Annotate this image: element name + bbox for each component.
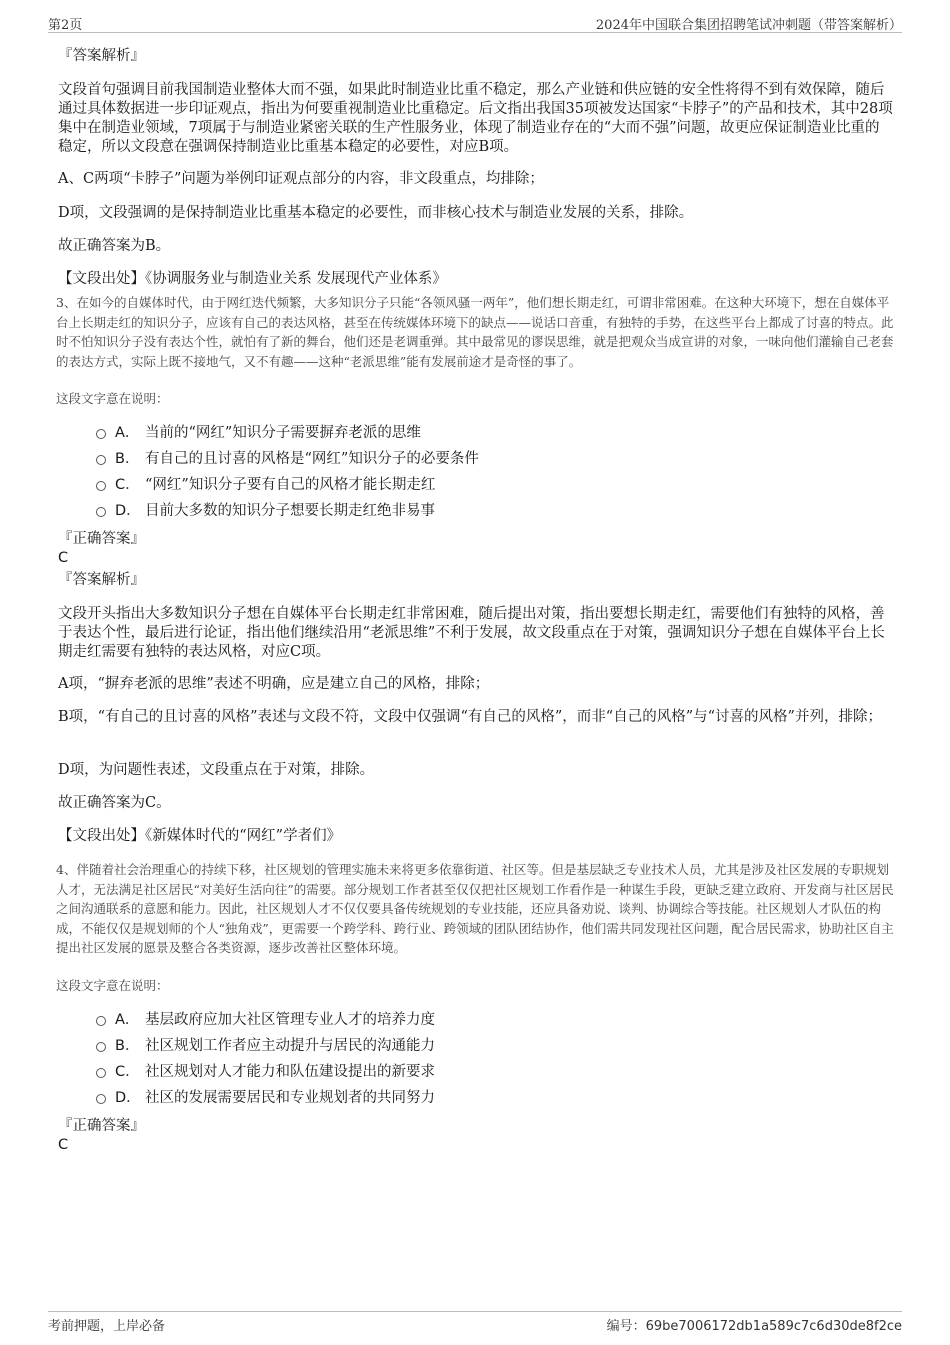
q3-option-c[interactable] <box>96 476 435 495</box>
option-letter: A． <box>115 1012 140 1028</box>
q2-elimination-d: D项，文段强调的是保持制造业比重基本稳定的必要性，而非核心技术与制造业发展的关系，排除。 <box>58 205 694 221</box>
option-text: “网红”知识分子要有自己的风格才能长期走红 <box>145 477 436 493</box>
q2-elimination-ac: A、C两项“卡脖子”问题为举例印证观点部分的内容，非文段重点，均排除； <box>58 171 544 187</box>
radio-icon[interactable] <box>96 1068 106 1078</box>
page-footer <box>48 1311 902 1334</box>
document-id: 编号：69be7006172db1a589c7c6d30de8f2ce <box>606 1319 902 1334</box>
q2-conclusion: 故正确答案为B。 <box>58 238 171 254</box>
footer-slogan: 考前押题，上岸必备 <box>48 1319 166 1334</box>
page-header <box>48 14 902 33</box>
q4-option-a[interactable] <box>96 1011 435 1030</box>
page-number: 第2页 <box>48 18 83 33</box>
q4-option-c[interactable] <box>96 1063 435 1082</box>
q3-conclusion: 故正确答案为C。 <box>58 795 171 811</box>
q3-prompt: 这段文字意在说明： <box>56 391 169 406</box>
option-text: 社区规划工作者应主动提升与居民的沟通能力 <box>145 1038 435 1054</box>
q3-answer-label: 『正确答案』 <box>58 531 145 547</box>
radio-icon[interactable] <box>96 507 106 517</box>
q3-analysis: 文段开头指出大多数知识分子想在自媒体平台长期走红非常困难，随后提出对策，指出要想长期走红，需要他们有独特的风格，善于表达个性，最后进行论证，指出他们继续沿用“老派思维”不利于发展，故文段重点在于对策，强调知识分子想在自媒体平台上长期走红需要有独特的表达风格，对应C项。 <box>58 606 885 660</box>
q2-source: 【文段出处】《协调服务业与制造业关系 发展现代产业体系》 <box>58 271 447 287</box>
radio-icon[interactable] <box>96 455 106 465</box>
radio-icon[interactable] <box>96 1016 106 1026</box>
radio-icon[interactable] <box>96 1042 106 1052</box>
q3-option-d[interactable] <box>96 502 435 521</box>
q3-option-a[interactable] <box>96 424 421 443</box>
radio-icon[interactable] <box>96 481 106 491</box>
radio-icon[interactable] <box>96 429 106 439</box>
option-letter: C． <box>115 1064 140 1080</box>
q3-source: 【文段出处】《新媒体时代的“网红”学者们》 <box>58 828 342 844</box>
option-text: 社区的发展需要居民和专业规划者的共同努力 <box>145 1090 435 1106</box>
q3-stem: 3、在如今的自媒体时代，由于网红迭代频繁，大多知识分子只能“各领风骚一两年”，他们想长期走红，可谓非常困难。在这种大环境下，想在自媒体平台上长期走红的知识分子，应该有自己的表达风格，甚至在传统媒体环境下的缺点——说话口音重，有独特的手势，在这些平台上都成了讨喜的特点。此时不怕知识分子没有表达个性，就怕有了新的舞台，他们还是老调重弹。其中最常见的谬误思维，就是把观众当成宣讲的对象，一味向他们灌输自己老套的表达方式，实际上既不接地气，又不有趣——这种“老派思维”能有发展前途才是奇怪的事了。 <box>56 295 894 369</box>
radio-icon[interactable] <box>96 1094 106 1104</box>
option-text: 目前大多数的知识分子想要长期走红绝非易事 <box>145 503 435 519</box>
q3-analysis-label: 『答案解析』 <box>58 572 145 588</box>
option-text: 基层政府应加大社区管理专业人才的培养力度 <box>145 1012 435 1028</box>
option-letter: D． <box>115 1090 141 1106</box>
option-letter: C． <box>115 477 140 493</box>
q3-elimination-b: B项，“有自己的且讨喜的风格”表述与文段不符，文段中仅强调“有自己的风格”，而非“自己的风格”与“讨喜的风格”并列，排除； <box>58 709 882 725</box>
q4-option-d[interactable] <box>96 1089 435 1108</box>
q4-option-b[interactable] <box>96 1037 435 1056</box>
document-title: 2024年中国联合集团招聘笔试冲刺题（带答案解析） <box>595 18 902 33</box>
q4-stem: 4、伴随着社会治理重心的持续下移，社区规划的管理实施未来将更多依靠街道、社区等。但是基层缺乏专业技术人员，尤其是涉及社区发展的专职规划人才，无法满足社区居民“对美好生活向往”的需要。部分规划工作者甚至仅仅把社区规划工作看作是一种谋生手段，更缺乏建立政府、开发商与社区居民之间沟通联系的意愿和能力。因此，社区规划人才不仅仅要具备传统规划的专业技能，还应具备劝说、谈判、协调综合等技能。社区规划人才队伍的构成，不能仅仅是规划师的个人“独角戏”，更需要一个跨学科、跨行业、跨领域的团队团结协作，他们需共同发现社区问题，配合居民需求，协助社区自主提出社区发展的愿景及整合各类资源，逐步改善社区整体环境。 <box>56 862 894 955</box>
q4-answer: C <box>58 1137 69 1153</box>
option-text: 当前的“网红”知识分子需要摒弃老派的思维 <box>145 425 421 441</box>
option-letter: B． <box>115 1038 140 1054</box>
q4-answer-label: 『正确答案』 <box>58 1118 145 1134</box>
q2-analysis: 文段首句强调目前我国制造业整体大而不强，如果此时制造业比重不稳定，那么产业链和供应链的安全性将得不到有效保障，随后通过具体数据进一步印证观点，指出为何要重视制造业比重稳定。后文指出我国35项被发达国家“卡脖子”的产品和技术，其中28项集中在制造业领域，7项属于与制造业紧密关联的生产性服务业，体现了制造业存在的“大而不强”问题，故更应保证制造业比重的稳定，所以文段意在强调保持制造业比重基本稳定的必要性，对应B项。 <box>58 82 893 155</box>
q3-answer: C <box>58 550 69 566</box>
option-text: 社区规划对人才能力和队伍建设提出的新要求 <box>145 1064 435 1080</box>
option-letter: A． <box>115 425 140 441</box>
q3-elimination-d: D项，为问题性表述，文段重点在于对策，排除。 <box>58 762 375 778</box>
option-letter: B． <box>115 451 140 467</box>
q4-prompt: 这段文字意在说明： <box>56 978 169 993</box>
q2-analysis-label: 『答案解析』 <box>58 48 145 64</box>
q3-option-b[interactable] <box>96 450 479 469</box>
option-text: 有自己的且讨喜的风格是“网红”知识分子的必要条件 <box>145 451 479 467</box>
option-letter: D． <box>115 503 141 519</box>
q3-elimination-a: A项，“摒弃老派的思维”表述不明确，应是建立自己的风格，排除； <box>58 676 490 692</box>
